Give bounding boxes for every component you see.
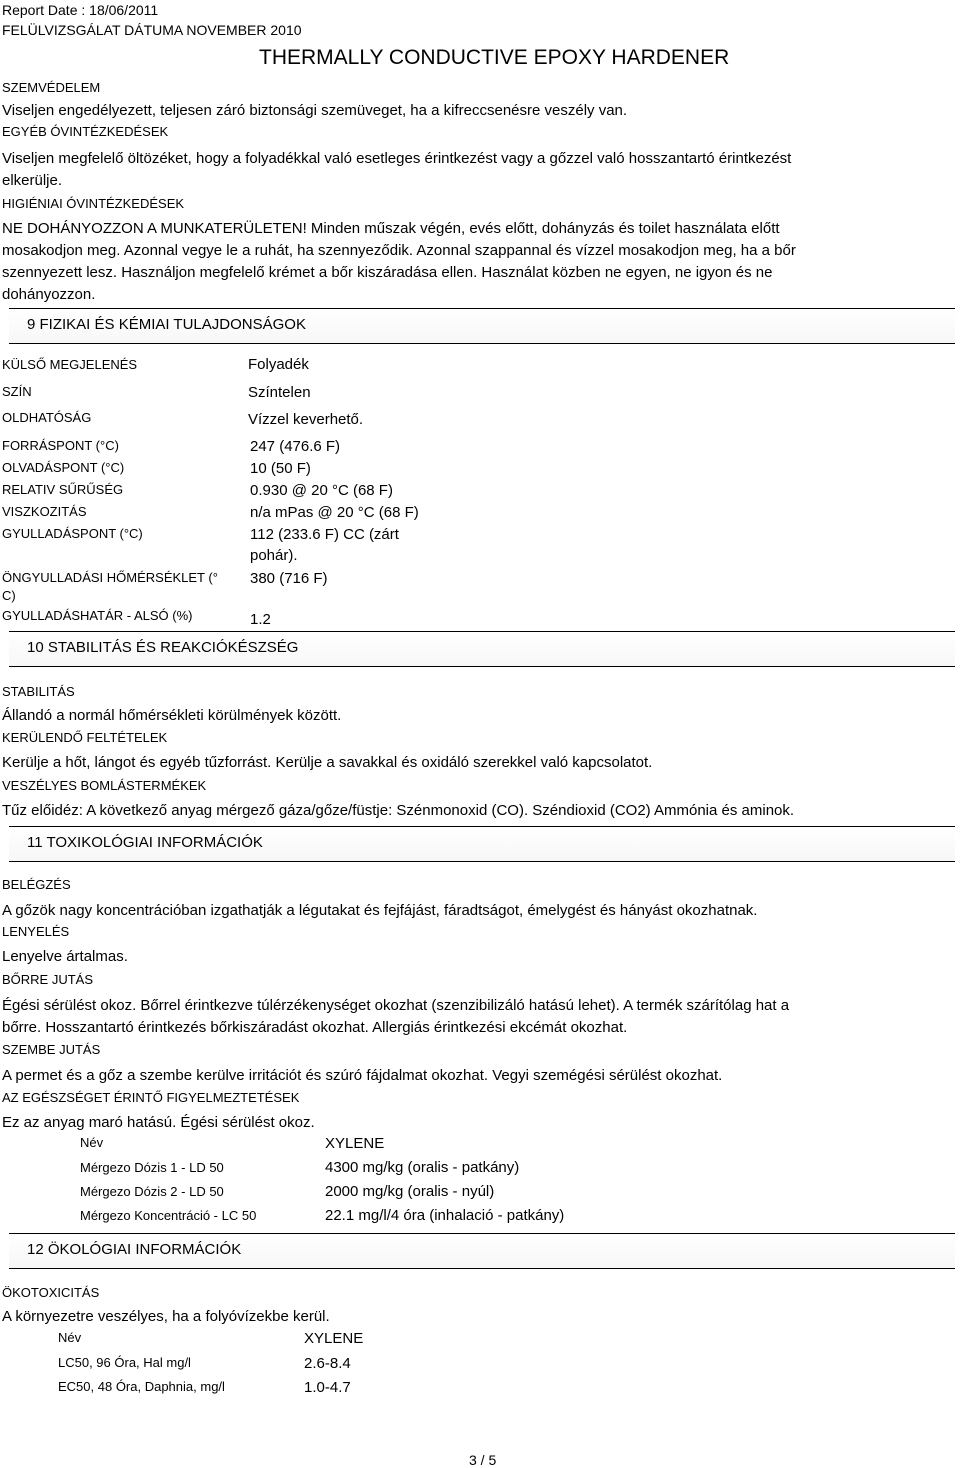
eye-contact-label: SZEMBE JUTÁS bbox=[2, 1042, 101, 1057]
section-11-header bbox=[9, 826, 955, 862]
eye-protection-text: Viseljen engedélyezett, teljesen záró biztonsági szemüveget, ha a kifreccsenésre veszély van. bbox=[2, 102, 628, 119]
eye-protection-label: SZEMVÉDELEM bbox=[2, 80, 101, 95]
section-10-title: 10 STABILITÁS ÉS REAKCIÓKÉSZSÉG bbox=[27, 639, 299, 656]
eco-row-value: 2.6-8.4 bbox=[304, 1355, 351, 1372]
prop-label: SZÍN bbox=[2, 384, 32, 399]
eco-row-label: EC50, 48 Óra, Daphnia, mg/l bbox=[58, 1379, 225, 1394]
eco-row-label: LC50, 96 Óra, Hal mg/l bbox=[58, 1355, 191, 1370]
other-precautions-text-1: Viseljen megfelelő öltözéket, hogy a folyadékkal való esetleges érintkezést vagy a gőzzel való hosszantartó érintkezést bbox=[2, 150, 792, 167]
avoid-text: Kerülje a hőt, lángot és egyéb tűzforrást. Kerülje a savakkal és oxidáló szerekkel való kapcsolatot. bbox=[2, 754, 653, 771]
prop-value: Folyadék bbox=[248, 356, 309, 373]
eye-contact-text: A permet és a gőz a szembe kerülve irritációt és szúró fájdalmat okozhat. Vegyi szemégési sérülést okozhat. bbox=[2, 1067, 723, 1084]
section-10-header bbox=[9, 631, 955, 667]
tox-row-label: Mérgezo Dózis 2 - LD 50 bbox=[80, 1184, 224, 1199]
eco-row-label: Név bbox=[58, 1330, 82, 1345]
prop-value: 247 (476.6 F) bbox=[250, 438, 341, 455]
prop-label: RELATIV SŰRŰSÉG bbox=[2, 482, 124, 497]
prop-value-cont: pohár). bbox=[250, 547, 298, 564]
prop-label: GYULLADÁSPONT (°C) bbox=[2, 526, 143, 541]
section-9-header bbox=[9, 308, 955, 344]
hygiene-text-1: NE DOHÁNYOZZON A MUNKATERÜLETEN! Minden műszak végén, evés előtt, dohányzás és toilet használata előtt bbox=[2, 220, 780, 237]
tox-row-value: 4300 mg/kg (oralis - patkány) bbox=[325, 1159, 520, 1176]
skin-label: BŐRRE JUTÁS bbox=[2, 972, 94, 987]
hygiene-text-4: dohányozzon. bbox=[2, 286, 96, 303]
document-title: THERMALLY CONDUCTIVE EPOXY HARDENER bbox=[259, 46, 730, 69]
tox-row-value: XYLENE bbox=[325, 1135, 385, 1152]
inhalation-text: A gőzök nagy koncentrációban izgathatják a légutakat és fejfájást, fáradtságot, émelygést és hányást okozhatnak. bbox=[2, 902, 758, 919]
ecotoxicity-label: ÖKOTOXICITÁS bbox=[2, 1285, 100, 1300]
hygiene-text-2: mosakodjon meg. Azonnal vegye le a ruhát, ha szennyeződik. Azonnal szappannal és vízzel mosakodjon meg, ha a bőr bbox=[2, 242, 796, 259]
prop-label: GYULLADÁSHATÁR - ALSÓ (%) bbox=[2, 608, 193, 623]
revision-date: FELÜLVIZSGÁLAT DÁTUMA NOVEMBER 2010 bbox=[2, 22, 302, 38]
prop-label: VISZKOZITÁS bbox=[2, 504, 87, 519]
hygiene-text-3: szennyezett lesz. Használjon megfelelő krémet a bőr kiszáradása ellen. Használat közben ne egyen, ne igyon és ne bbox=[2, 264, 773, 281]
ingestion-label: LENYELÉS bbox=[2, 924, 70, 939]
other-precautions-text-2: elkerülje. bbox=[2, 172, 63, 189]
prop-label: FORRÁSPONT (°C) bbox=[2, 438, 119, 453]
eco-row-value: XYLENE bbox=[304, 1330, 364, 1347]
ecotoxicity-text: A környezetre veszélyes, ha a folyóvízekbe kerül. bbox=[2, 1308, 330, 1325]
section-12-title: 12 ÖKOLÓGIAI INFORMÁCIÓK bbox=[27, 1241, 242, 1258]
tox-row-value: 22.1 mg/l/4 óra (inhalació - patkány) bbox=[325, 1207, 565, 1224]
prop-label: OLVADÁSPONT (°C) bbox=[2, 460, 125, 475]
stability-text: Állandó a normál hőmérsékleti körülmények között. bbox=[2, 707, 342, 724]
prop-label: KÜLSŐ MEGJELENÉS bbox=[2, 357, 138, 372]
section-9-title: 9 FIZIKAI ÉS KÉMIAI TULAJDONSÁGOK bbox=[27, 316, 306, 333]
decomposition-text: Tűz előidéz: A következő anyag mérgező gáza/gőze/füstje: Szénmonoxid (CO). Széndioxid (CO2) Ammónia és aminok. bbox=[2, 802, 795, 819]
ingestion-text: Lenyelve ártalmas. bbox=[2, 948, 128, 965]
health-warnings-text: Ez az anyag maró hatású. Égési sérülést okoz. bbox=[2, 1114, 315, 1131]
decomposition-label: VESZÉLYES BOMLÁSTERMÉKEK bbox=[2, 778, 207, 793]
health-warnings-label: AZ EGÉSZSÉGET ÉRINTŐ FIGYELMEZTETÉSEK bbox=[2, 1090, 300, 1105]
report-date: Report Date : 18/06/2011 bbox=[2, 2, 159, 18]
other-precautions-label: EGYÉB ÓVINTÉZKEDÉSEK bbox=[2, 124, 169, 139]
prop-value: n/a mPas @ 20 °C (68 F) bbox=[250, 504, 419, 521]
prop-value: 1.2 bbox=[250, 611, 271, 628]
prop-value: 10 (50 F) bbox=[250, 460, 311, 477]
section-12-header bbox=[9, 1233, 955, 1269]
prop-value: Színtelen bbox=[248, 384, 311, 401]
skin-text-2: bőrre. Hosszantartó érintkezés bőrkiszáradást okozhat. Allergiás érintkezési ekcémát okozhat. bbox=[2, 1019, 628, 1036]
avoid-label: KERÜLENDŐ FELTÉTELEK bbox=[2, 730, 168, 745]
prop-label: OLDHATÓSÁG bbox=[2, 410, 92, 425]
prop-value: 380 (716 F) bbox=[250, 570, 328, 587]
tox-row-label: Mérgezo Koncentráció - LC 50 bbox=[80, 1208, 257, 1223]
prop-value: 112 (233.6 F) CC (zárt bbox=[250, 526, 399, 543]
page-number: 3 / 5 bbox=[469, 1452, 497, 1468]
prop-value: 0.930 @ 20 °C (68 F) bbox=[250, 482, 393, 499]
skin-text-1: Égési sérülést okoz. Bőrrel érintkezve túlérzékenységet okozhat (szenzibilizáló hatású lehet). A termék szárítólag hat a bbox=[2, 997, 790, 1014]
tox-row-label: Név bbox=[80, 1135, 104, 1150]
hygiene-label: HIGIÉNIAI ÓVINTÉZKEDÉSEK bbox=[2, 196, 185, 211]
stability-label: STABILITÁS bbox=[2, 684, 75, 699]
prop-label: ÖNGYULLADÁSI HŐMÉRSÉKLET (° bbox=[2, 570, 218, 585]
prop-label-cont: C) bbox=[2, 588, 16, 603]
prop-value: Vízzel keverhető. bbox=[248, 411, 364, 428]
section-11-title: 11 TOXIKOLÓGIAI INFORMÁCIÓK bbox=[27, 834, 263, 851]
tox-row-value: 2000 mg/kg (oralis - nyúl) bbox=[325, 1183, 495, 1200]
tox-row-label: Mérgezo Dózis 1 - LD 50 bbox=[80, 1160, 224, 1175]
eco-row-value: 1.0-4.7 bbox=[304, 1379, 351, 1396]
inhalation-label: BELÉGZÉS bbox=[2, 877, 71, 892]
